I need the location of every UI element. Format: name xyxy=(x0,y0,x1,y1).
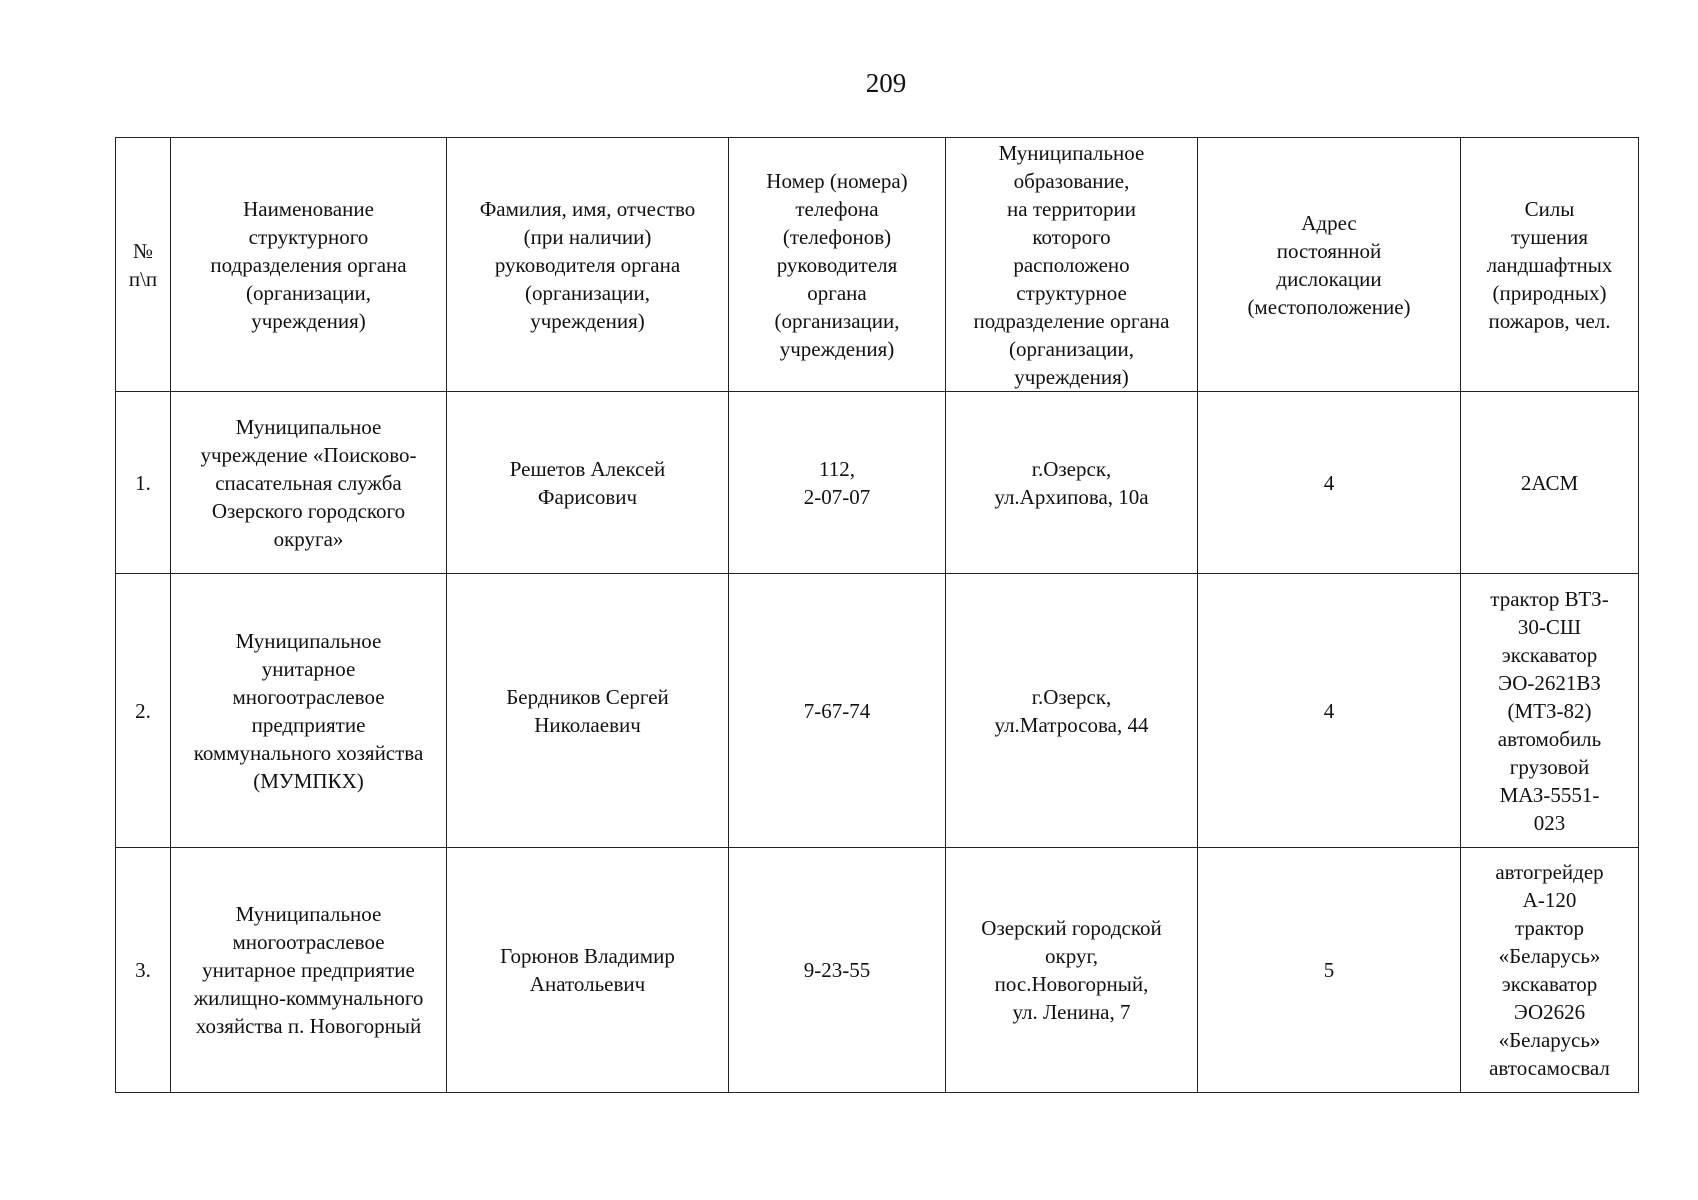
row-address: 5 xyxy=(1198,848,1461,1093)
row-number: 3. xyxy=(116,848,171,1093)
header-phone: Номер (номера) телефона (телефонов) руководителя органа (организации, учреждения) xyxy=(729,138,946,392)
table-header-row xyxy=(116,138,1639,392)
header-forces: Силы тушения ландшафтных (природных) пожаров, чел. xyxy=(1461,138,1639,392)
row-number: 1. xyxy=(116,392,171,574)
row-head-name: Решетов Алексей Фарисович xyxy=(447,392,729,574)
row-head-name: Бердников Сергей Николаевич xyxy=(447,574,729,848)
header-municipality: Муниципальное образование, на территории которого расположено структурное подразделение органа (организации, учреждения) xyxy=(946,138,1198,392)
table-row xyxy=(116,848,1639,1093)
row-forces: автогрейдер А-120 трактор «Беларусь» экскаватор ЭО2626 «Беларусь» автосамосвал xyxy=(1461,848,1639,1093)
row-municipality: г.Озерск, ул.Матросова, 44 xyxy=(946,574,1198,848)
row-phone: 9-23-55 xyxy=(729,848,946,1093)
row-phone: 7-67-74 xyxy=(729,574,946,848)
row-number: 2. xyxy=(116,574,171,848)
row-forces: трактор ВТЗ- 30-СШ экскаватор ЭО-2621ВЗ (МТЗ-82) автомобиль грузовой МАЗ-5551- 023 xyxy=(1461,574,1639,848)
row-municipality: г.Озерск, ул.Архипова, 10а xyxy=(946,392,1198,574)
header-address: Адрес постоянной дислокации (местоположение) xyxy=(1198,138,1461,392)
row-phone: 112, 2-07-07 xyxy=(729,392,946,574)
row-unit-name: Муниципальное унитарное многоотраслевое предприятие коммунального хозяйства (МУМПКХ) xyxy=(171,574,447,848)
header-unit-name: Наименование структурного подразделения органа (организации, учреждения) xyxy=(171,138,447,392)
fire-forces-table xyxy=(115,137,1639,1093)
row-address: 4 xyxy=(1198,392,1461,574)
row-address: 4 xyxy=(1198,574,1461,848)
table-row xyxy=(116,574,1639,848)
row-unit-name: Муниципальное учреждение «Поисково- спасательная служба Озерского городского округа» xyxy=(171,392,447,574)
row-forces: 2АСМ xyxy=(1461,392,1639,574)
row-municipality: Озерский городской округ, пос.Новогорный, ул. Ленина, 7 xyxy=(946,848,1198,1093)
page-number: 209 xyxy=(865,68,907,98)
row-head-name: Горюнов Владимир Анатольевич xyxy=(447,848,729,1093)
header-head-name: Фамилия, имя, отчество (при наличии) руководителя органа (организации, учреждения) xyxy=(447,138,729,392)
header-number: № п\п xyxy=(116,138,171,392)
table-row xyxy=(116,392,1639,574)
row-unit-name: Муниципальное многоотраслевое унитарное предприятие жилищно-коммунального хозяйства п. Новогорный xyxy=(171,848,447,1093)
